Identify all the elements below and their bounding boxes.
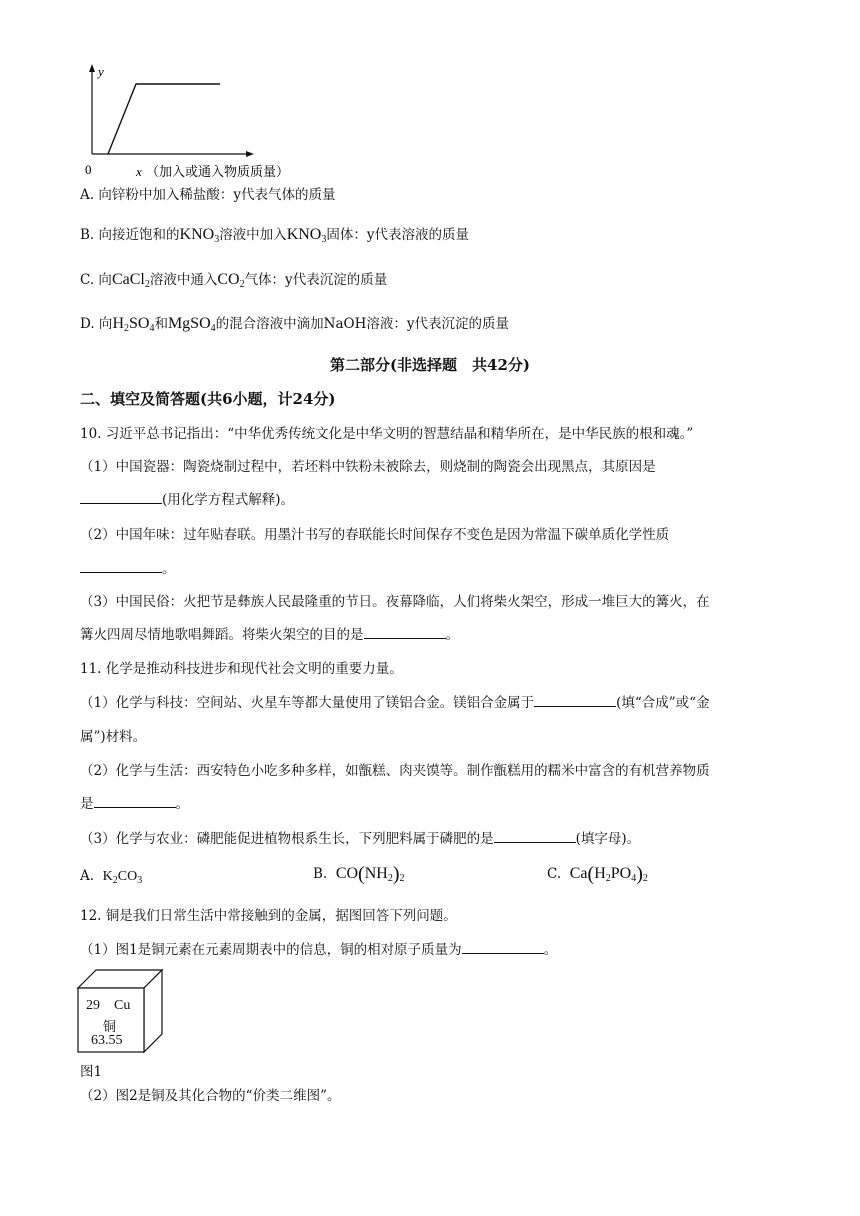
- q9-d-text: D. 向: [80, 316, 113, 332]
- q9-d-text: 和: [154, 316, 168, 332]
- answer-blank[interactable]: [534, 694, 616, 707]
- q9-option-b: [80, 226, 469, 244]
- formula: $CO(NH_2)_2$: [335, 863, 405, 885]
- q9-option-d: [80, 315, 509, 333]
- formula: $K_2CO_3$: [102, 869, 143, 886]
- q9-option-c: [80, 271, 387, 289]
- q10-part2-line2: 。: [80, 560, 176, 578]
- formula: $Ca(H_2PO_4)_2$: [569, 863, 648, 885]
- q9-c-text: C. 向: [80, 272, 112, 288]
- element-symbol: Cu: [114, 998, 131, 1013]
- formula: $CO_2$: [217, 271, 245, 290]
- answer-blank[interactable]: [462, 941, 544, 954]
- formula: $KNO_3$: [286, 226, 327, 245]
- q10-part1-line1: （1）中国瓷器：陶瓷烧制过程中，若坯料中铁粉未被除去，则烧制的陶瓷会出现黑点，其原因是: [80, 459, 656, 475]
- q10-stem: 10. 习近平总书记指出：“中华优秀传统文化是中华文明的智慧结晶和精华所在，是中华民族的根和魂。”: [80, 426, 694, 442]
- answer-blank[interactable]: [364, 626, 446, 639]
- element-mass: 63.55: [91, 1033, 123, 1048]
- q11-option-a: A. $K_2CO_3$: [80, 868, 143, 886]
- answer-blank[interactable]: [80, 560, 162, 573]
- q10-part3-line1: （3）中国民俗：火把节是彝族人民最隆重的节日。夜幕降临，人们将柴火架空，形成一堆巨大的篝火，在: [80, 594, 710, 610]
- y-axis-arrow: [89, 64, 95, 72]
- q11-option-c: C. $Ca(H_2PO_4)_2$: [547, 863, 648, 885]
- x-axis-label: （加入或通入物质质量）: [146, 164, 290, 179]
- q9-b-text: 溶液中加入: [219, 227, 287, 243]
- q9-option-a: A. 向锌粉中加入稀盐酸：y代表气体的质量: [80, 187, 336, 203]
- element-name: 铜: [103, 1020, 117, 1035]
- q9-b-text: 固体：y代表溶液的质量: [326, 227, 469, 243]
- q11-stem: 11. 化学是推动科技进步和现代社会文明的重要力量。: [80, 661, 403, 677]
- q9-c-text: 溶液中通入: [149, 272, 218, 288]
- x-axis-arrow: [246, 151, 254, 157]
- y-axis-label: y: [98, 64, 104, 79]
- q11-part1-line1: （1）化学与科技：空间站、火星车等都大量使用了镁铝合金。镁铝合金属于 (填“合成”或“金: [80, 695, 710, 711]
- q12-part2: （2）图2是铜及其化合物的“价类二维图”。: [80, 1088, 341, 1104]
- answer-blank[interactable]: [494, 830, 576, 843]
- q9-c-text: 气体：y代表沉淀的质量: [244, 272, 388, 288]
- fig1-caption: 图1: [80, 1064, 103, 1080]
- reaction-graph: [80, 58, 340, 182]
- section2-title: 二、填空及简答题(共6小题，计24分): [80, 390, 336, 408]
- q10-part1-line2: (用化学方程式解释)。: [80, 491, 294, 509]
- formula: $KNO_3$: [179, 226, 220, 245]
- answer-blank[interactable]: [80, 491, 162, 504]
- element-number: 29: [86, 998, 100, 1013]
- q9-d-text: 的混合溶液中滴加NaOH溶液：y代表沉淀的质量: [215, 316, 509, 332]
- q10-part2-line1: （2）中国年味：过年贴春联。用墨汁书写的春联能长时间保存不变色是因为常温下碳单质化学性质: [80, 527, 670, 543]
- part2-title: 第二部分(非选择题 共42分): [329, 356, 531, 374]
- q10-part3-line2: 篝火四周尽情地歌唱舞蹈。将柴火架空的目的是 。: [80, 627, 459, 643]
- q11-option-b: B. $CO(NH_2)_2$: [313, 863, 405, 885]
- answer-blank[interactable]: [94, 795, 176, 808]
- q11-part3: （3）化学与农业：磷肥能促进植物根系生长，下列肥料属于磷肥的是 (填字母)。: [80, 831, 641, 847]
- q9-b-text: B. 向接近饱和的: [80, 227, 180, 243]
- x-axis-variable: x: [136, 164, 142, 179]
- origin-label: 0: [85, 162, 92, 177]
- q11-part2-line2: 是 。: [80, 796, 189, 812]
- q12-stem: 12. 铜是我们日常生活中常接触到的金属，据图回答下列问题。: [80, 908, 457, 924]
- q11-part2-line1: （2）化学与生活：西安特色小吃多种多样，如甑糕、肉夹馍等。制作甑糕用的糯米中富含的有机营养物质: [80, 763, 710, 779]
- formula: CaCl$_2$: [111, 271, 150, 290]
- formula: MgSO$_4$: [167, 315, 216, 334]
- q12-part1: （1）图1是铜元素在元素周期表中的信息，铜的相对原子质量为 。: [80, 942, 558, 958]
- formula: $H_2SO_4$: [112, 315, 155, 334]
- graph-curve: [108, 84, 220, 154]
- q11-part1-line2: 属”)材料。: [80, 729, 147, 745]
